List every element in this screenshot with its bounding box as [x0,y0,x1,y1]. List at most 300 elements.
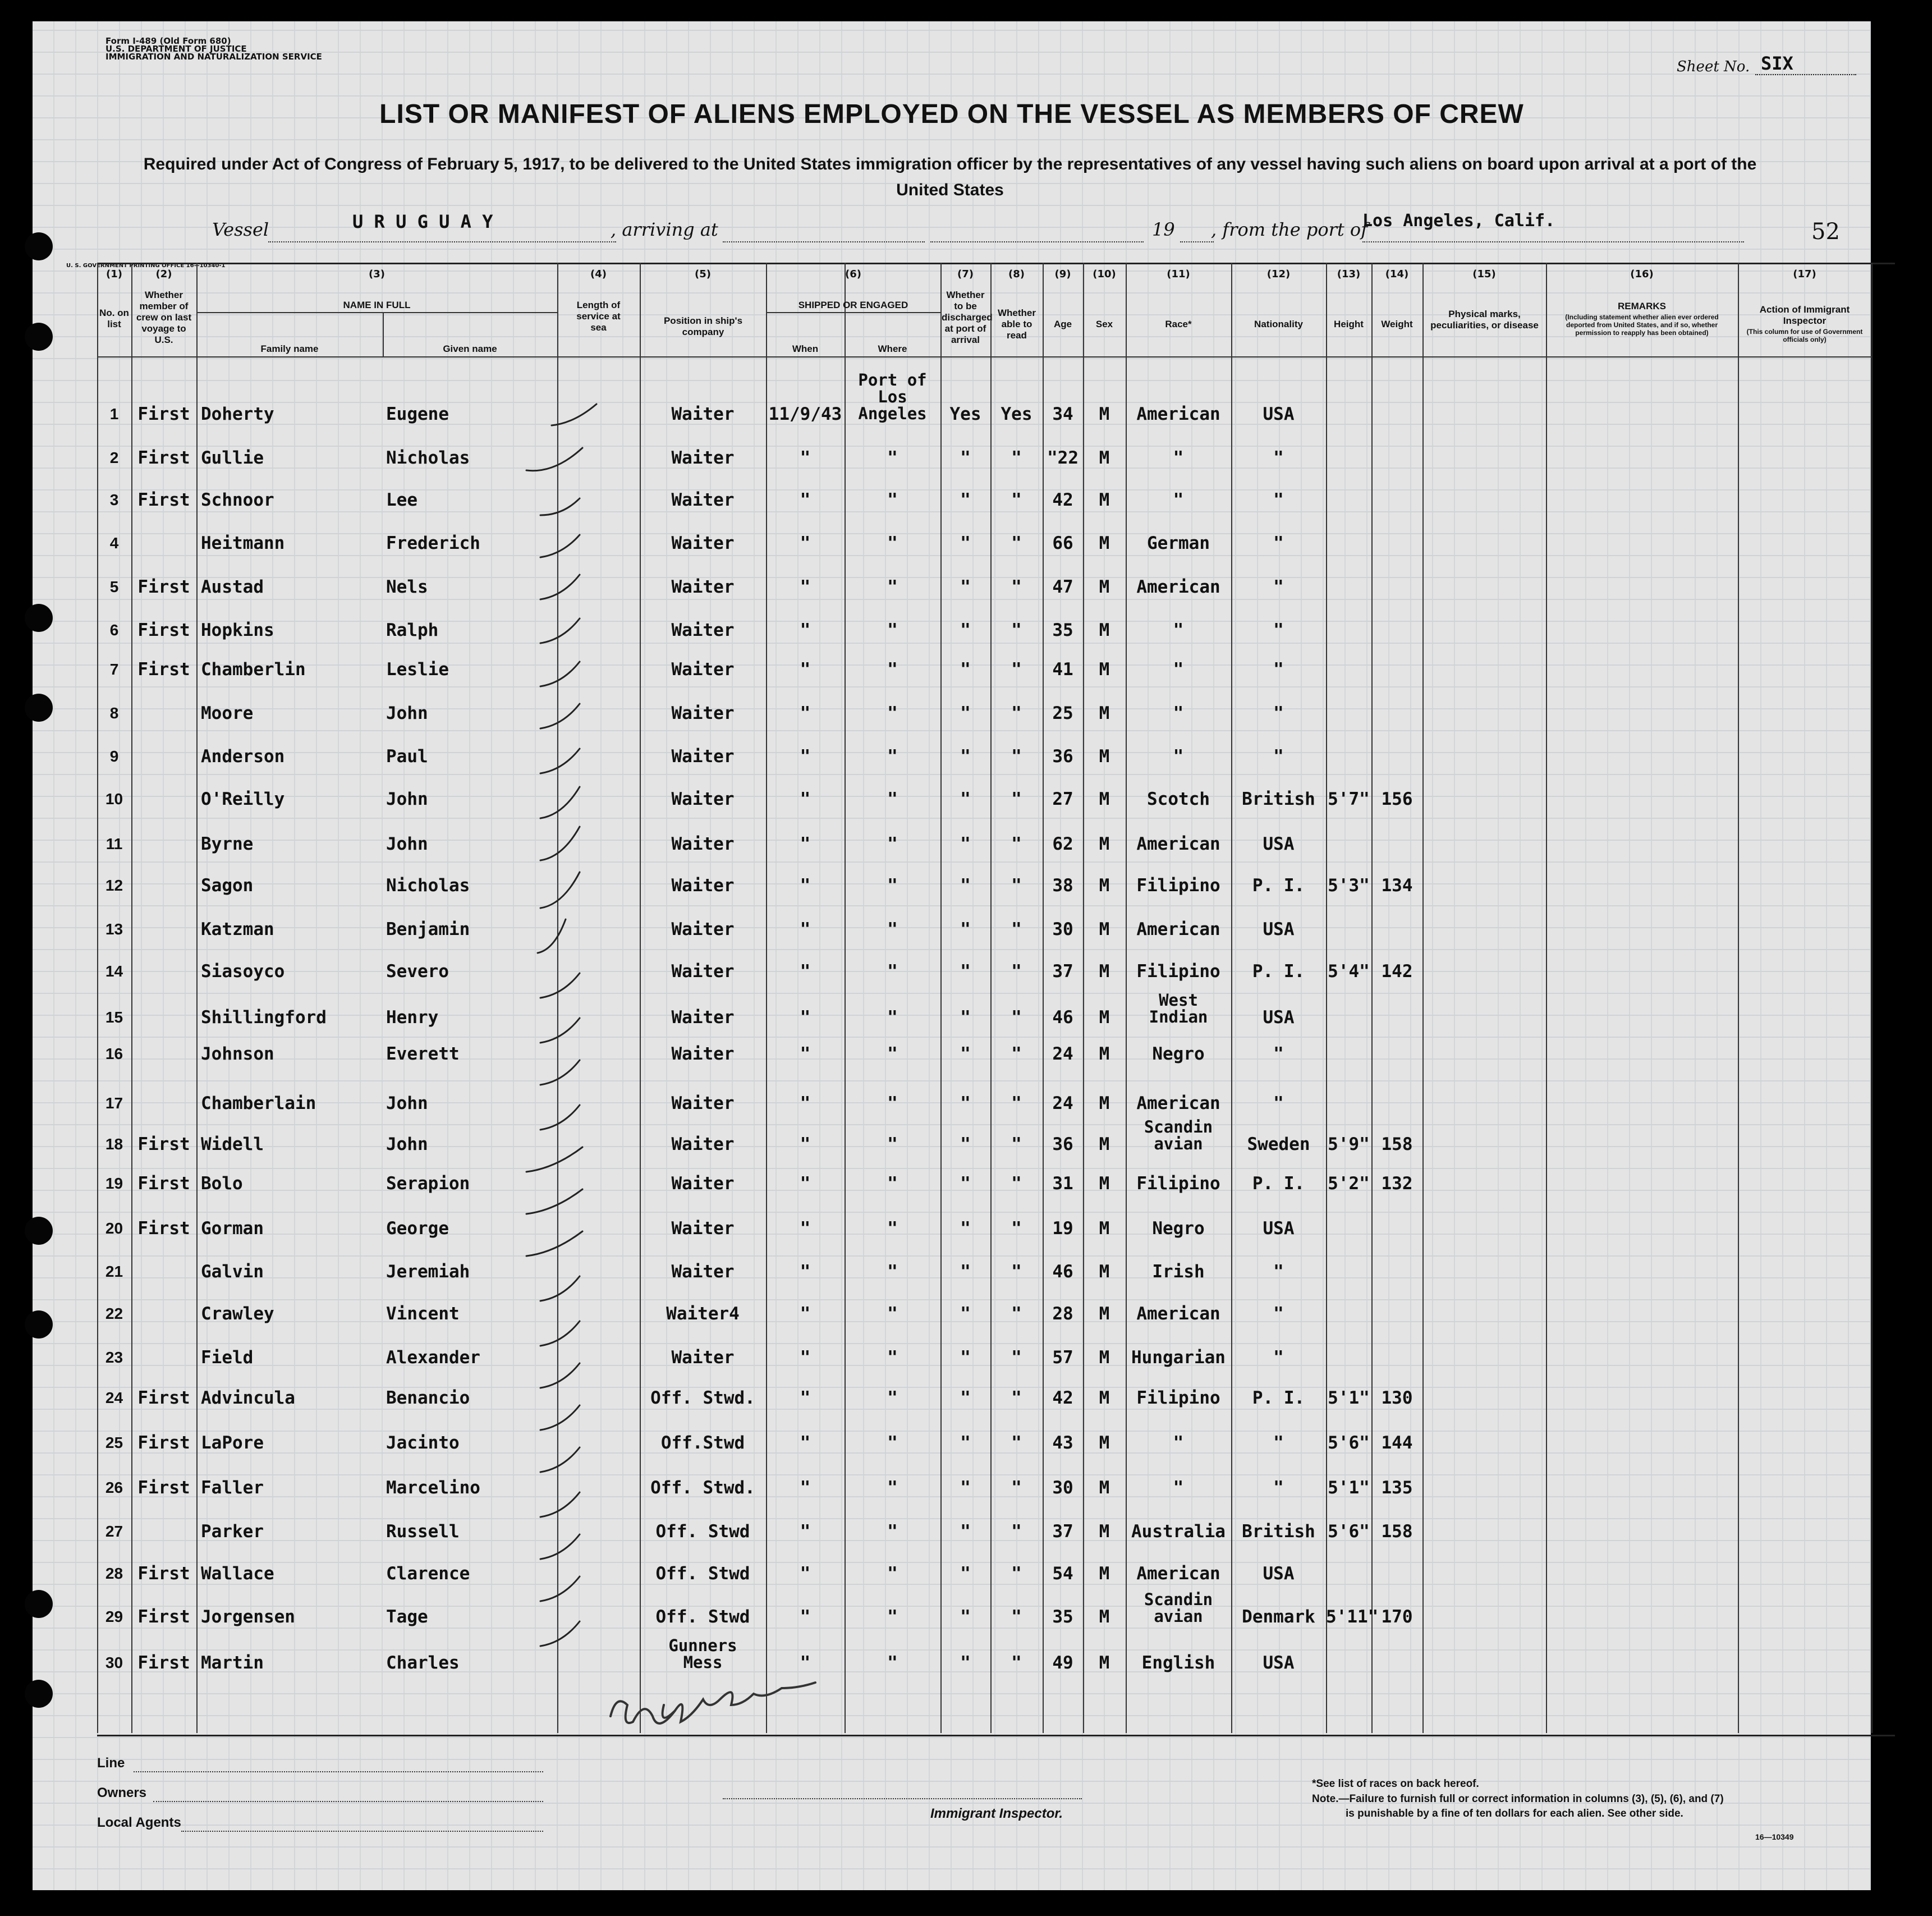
height: 5'7" [1328,789,1370,809]
family-name: Wallace [201,1564,274,1584]
given-name: Alexander [386,1347,480,1368]
inspector-label: Immigrant Inspector. [930,1806,1063,1821]
discharged: " [960,659,971,680]
discharged: " [960,1521,971,1542]
sex: M [1099,404,1110,424]
age: 49 [1052,1653,1073,1673]
checkmark [540,1363,580,1388]
manifest-page [33,21,1871,1890]
height: 5'1" [1328,1388,1370,1408]
able-to-read: " [1011,1262,1022,1282]
col-num: (6) [845,268,861,280]
given-name: John [386,703,428,723]
given-name: Nicholas [386,876,470,896]
family-name: Johnson [201,1044,274,1064]
shipped-when: " [800,1007,811,1028]
checkmark [540,1321,580,1346]
family-name: Hopkins [201,620,274,640]
given-name: Paul [386,746,428,767]
position: Off. Stwd [655,1564,750,1584]
header-discharged: Whether to be discharged at port of arrival [942,290,993,345]
family-name: Chamberlin [201,659,306,680]
checkmark [540,1018,580,1043]
able-to-read: " [1011,1134,1022,1154]
header-position: Position in ship's company [663,315,743,337]
gpo-imprint: U. S. GOVERNMENT PRINTING OFFICE 16—10340-1 [66,263,226,269]
shipped-where: " [887,1218,898,1239]
sex: M [1099,1304,1110,1324]
age: 35 [1052,620,1073,640]
column-rule [1871,263,1873,1733]
discharged: " [960,1607,971,1627]
position: Waiter [671,1007,735,1028]
position: Waiter [671,1093,735,1113]
nationality: USA [1263,1007,1295,1028]
height: 5'6" [1328,1433,1370,1453]
family-name: O'Reilly [201,789,285,809]
able-to-read: " [1011,1433,1022,1453]
col-num: (9) [1054,268,1071,280]
sex: M [1099,919,1110,939]
family-name: Sagon [201,876,254,896]
checkmark [540,618,580,643]
age: 42 [1052,1388,1073,1408]
family-name: Bolo [201,1174,243,1194]
weight: 156 [1381,789,1413,809]
position: Waiter [671,533,735,553]
height: 5'9" [1328,1134,1370,1154]
row-number: 7 [109,661,119,678]
age: 43 [1052,1433,1073,1453]
sex: M [1099,1093,1110,1113]
family-name: Crawley [201,1304,274,1324]
header-shipped-or-engaged: SHIPPED OR ENGAGED [798,300,908,310]
shipped-when: " [800,1607,811,1627]
able-to-read: " [1011,1478,1022,1498]
previous-voyage: First [137,1388,190,1408]
discharged: " [960,1653,971,1673]
shipped-when: " [800,1262,811,1282]
local-agents-line [181,1831,543,1832]
weight: 132 [1381,1174,1413,1194]
nationality: " [1273,490,1284,510]
checkmark [540,787,580,818]
shipped-where: " [887,448,898,468]
position: Waiter [671,1134,735,1154]
shipped-when: " [800,1653,811,1673]
nationality: USA [1263,1218,1295,1239]
nationality: USA [1263,404,1295,424]
height: 5'4" [1328,961,1370,982]
position: Waiter [671,1347,735,1368]
shipped-where: " [887,1044,898,1064]
year-label: 19 [1152,219,1175,240]
line-line [134,1771,543,1772]
sex: M [1099,1044,1110,1064]
position: Gunners Mess [668,1636,737,1672]
race: Irish [1152,1262,1205,1282]
sex: M [1099,490,1110,510]
header-inspector-note: (This column for use of Government officials only) [1746,328,1863,343]
discharged: " [960,1007,971,1028]
age: 28 [1052,1304,1073,1324]
previous-voyage: First [137,1564,190,1584]
weight: 135 [1381,1478,1413,1498]
able-to-read: " [1011,876,1022,896]
age: 62 [1052,834,1073,854]
able-to-read: " [1011,1007,1022,1028]
owners-line [153,1801,543,1802]
form-code: 16—10349 [1755,1832,1794,1841]
age: 30 [1052,1478,1073,1498]
row-number: 23 [105,1349,123,1366]
header-length-of-service: Length of service at sea [576,300,621,333]
row-number: 6 [109,621,119,639]
race: American [1136,1093,1220,1113]
sex: M [1099,703,1110,723]
family-name: Galvin [201,1262,264,1282]
position: Waiter [671,577,735,597]
family-name: Shillingford [201,1007,327,1028]
sex: M [1099,533,1110,553]
nationality: " [1273,703,1284,723]
weight: 142 [1381,961,1413,982]
page-title: LIST OR MANIFEST OF ALIENS EMPLOYED ON THE VESSEL AS MEMBERS OF CREW [379,99,1524,129]
age: 54 [1052,1564,1073,1584]
shipped-when: " [800,834,811,854]
col-num: (4) [590,268,607,280]
shipped-where: " [887,961,898,982]
shipped-when: " [800,703,811,723]
discharged: " [960,961,971,982]
checkmark [540,1576,580,1601]
given-name: John [386,1134,428,1154]
page-subtitle: Required under Act of Congress of February 5, 1917, to be delivered to the United States immigration officer by the representatives of any vessel having such aliens on board upon arrival at a port of the United States [143,155,1757,199]
age: 42 [1052,490,1073,510]
shipped-where: " [887,919,898,939]
shipped-where: " [887,834,898,854]
discharged: " [960,1262,971,1282]
height: 5'3" [1328,876,1370,896]
discharged: " [960,1388,971,1408]
header-nationality: Nationality [1254,319,1303,329]
family-name: Advincula [201,1388,295,1408]
family-name: Siasoyco [201,961,285,982]
given-name: Frederich [386,533,480,553]
penalty-note-cont: is punishable by a fine of ten dollars for each alien. See other side. [1346,1808,1683,1819]
inspector-signature [611,1683,815,1724]
race: American [1136,919,1220,939]
shipped-where: " [887,1433,898,1453]
checkmark [540,1447,580,1472]
sex: M [1099,1388,1110,1408]
given-name: Everett [386,1044,460,1064]
shipped-where: " [887,659,898,680]
able-to-read: " [1011,1388,1022,1408]
discharged: " [960,1093,971,1113]
able-to-read: " [1011,1564,1022,1584]
age: 24 [1052,1093,1073,1113]
position: Off. Stwd [655,1607,750,1627]
header-remarks-note: (Including statement whether alien ever ordered deported from United States, and if so, whether permission to reapply has been obtained) [1565,313,1719,337]
able-to-read: " [1011,1093,1022,1113]
age: 34 [1052,404,1073,424]
discharged: Yes [949,404,981,424]
previous-voyage: First [137,1433,190,1453]
col-num: (2) [155,268,172,280]
header-given-name: Given name [443,343,497,354]
nationality: " [1273,620,1284,640]
able-to-read: Yes [1001,404,1032,424]
shipped-when: " [800,919,811,939]
position: Waiter [671,659,735,680]
checkmark [540,535,580,557]
page-number: 52 [1811,219,1840,245]
age: 31 [1052,1174,1073,1194]
given-name: Severo [386,961,449,982]
col-num: (14) [1385,268,1409,280]
family-name: Chamberlain [201,1093,316,1113]
age: 36 [1052,746,1073,767]
row-number: 30 [105,1654,123,1671]
race: Negro [1152,1218,1205,1239]
position: Waiter [671,834,735,854]
discharged: " [960,834,971,854]
sex: M [1099,1607,1110,1627]
penalty-note: Note.—Failure to furnish full or correct information in columns (3), (5), (6), and (7) [1312,1793,1724,1805]
col-num: (5) [695,268,711,280]
given-name: Lee [386,490,417,510]
row-number: 17 [105,1094,123,1112]
nationality: USA [1263,1564,1295,1584]
nationality: Denmark [1242,1607,1315,1627]
position: Waiter [671,404,735,424]
position: Waiter [671,1044,735,1064]
vessel-name: U R U G U A Y [352,211,493,232]
header-name-in-full: NAME IN FULL [343,300,411,310]
previous-voyage: First [137,659,190,680]
row-number: 16 [105,1045,123,1062]
position: Waiter [671,1262,735,1282]
family-name: Faller [201,1478,264,1498]
family-name: LaPore [201,1433,264,1453]
able-to-read: " [1011,703,1022,723]
able-to-read: " [1011,620,1022,640]
family-name: Austad [201,577,264,597]
shipped-when: " [800,876,811,896]
position: Waiter4 [666,1304,740,1324]
position: Waiter [671,448,735,468]
shipped-where: " [887,533,898,553]
position: Waiter [671,876,735,896]
sex: M [1099,620,1110,640]
position: Waiter [671,919,735,939]
race: American [1136,1564,1220,1584]
shipped-when: " [800,577,811,597]
family-name: Katzman [201,919,274,939]
given-name: Vincent [386,1304,460,1324]
able-to-read: " [1011,1174,1022,1194]
age: "22 [1047,448,1079,468]
col-num: (17) [1793,268,1816,280]
given-name: Henry [386,1007,439,1028]
able-to-read: " [1011,834,1022,854]
given-name: Jeremiah [386,1262,470,1282]
header-inspector-action: Action of Immigrant Inspector [1759,304,1850,326]
weight: 134 [1381,876,1413,896]
shipped-when: " [800,620,811,640]
previous-voyage: First [137,1478,190,1498]
position: Waiter [671,1174,735,1194]
checkmark [540,1492,580,1517]
given-name: Nicholas [386,448,470,468]
shipped-where: " [887,1304,898,1324]
family-name: Heitmann [201,533,285,553]
row-number: 27 [105,1523,123,1540]
header-height: Height [1334,319,1364,329]
sex: M [1099,659,1110,680]
race: Australia [1131,1521,1226,1542]
row-number: 3 [109,491,119,508]
given-name: Benjamin [386,919,470,939]
family-name: Martin [201,1653,264,1673]
shipped-where: " [887,1388,898,1408]
able-to-read: " [1011,1653,1022,1673]
given-name: John [386,789,428,809]
weight: 130 [1381,1388,1413,1408]
sheet-number: SIX [1761,53,1793,74]
shipped-when: " [800,789,811,809]
race: American [1136,834,1220,854]
age: 30 [1052,919,1073,939]
race: Filipino [1136,1174,1220,1194]
shipped-where: " [887,789,898,809]
col-num: (3) [369,268,385,280]
age: 19 [1052,1218,1073,1239]
given-name: Charles [386,1653,460,1673]
row-number: 14 [105,962,123,980]
shipped-where: " [887,746,898,767]
row-number: 8 [109,704,119,722]
row-number: 15 [105,1009,123,1026]
sex: M [1099,1433,1110,1453]
checkmark [526,1231,582,1256]
row-number: 13 [105,920,123,938]
row-number: 2 [109,449,119,466]
age: 27 [1052,789,1073,809]
given-name: Benancio [386,1388,470,1408]
race: " [1173,1433,1184,1453]
race: American [1136,404,1220,424]
checkmark [540,749,580,773]
shipped-where: " [887,1134,898,1154]
race: American [1136,1304,1220,1324]
discharged: " [960,490,971,510]
family-name: Gorman [201,1218,264,1239]
from-port-label: , from the port of [1211,219,1368,240]
family-name: Widell [201,1134,264,1154]
nationality: " [1273,1478,1284,1498]
row-number: 28 [105,1565,123,1582]
sex: M [1099,448,1110,468]
discharged: " [960,533,971,553]
header-remarks: REMARKS [1618,301,1666,311]
checkmark [552,404,596,425]
sex: M [1099,1007,1110,1028]
discharged: " [960,1564,971,1584]
race: Filipino [1136,876,1220,896]
given-name: Eugene [386,404,449,424]
family-name: Doherty [201,404,274,424]
age: 47 [1052,577,1073,597]
line-label: Line [97,1755,125,1771]
sheet-label: Sheet No. [1677,58,1750,75]
sex: M [1099,1653,1110,1673]
shipped-when: " [800,1388,811,1408]
row-number: 25 [105,1434,123,1451]
sex: M [1099,1218,1110,1239]
row-number: 26 [105,1479,123,1496]
able-to-read: " [1011,577,1022,597]
race: Scotch [1147,789,1210,809]
races-note: *See list of races on back hereof. [1312,1778,1479,1790]
shipped-where: " [887,1093,898,1113]
able-to-read: " [1011,1304,1022,1324]
given-name: Leslie [386,659,449,680]
inspector-line [723,1798,1082,1799]
nationality: " [1273,577,1284,597]
shipped-where: " [887,620,898,640]
discharged: " [960,1433,971,1453]
shipped-where: " [887,1007,898,1028]
race: English [1141,1653,1215,1673]
shipped-where: " [887,577,898,597]
position: Off. Stwd. [650,1388,755,1408]
position: Off. Stwd. [650,1478,755,1498]
sex: M [1099,746,1110,767]
given-name: Tage [386,1607,428,1627]
checkmark [526,448,582,471]
discharged: " [960,1478,971,1498]
race: West Indian [1149,991,1208,1026]
position: Waiter [671,961,735,982]
row-number: 19 [105,1175,123,1192]
shipped-where: " [887,1521,898,1542]
previous-voyage: First [137,1653,190,1673]
col-num: (12) [1266,268,1291,280]
weight: 170 [1381,1607,1413,1627]
family-name: Jorgensen [201,1607,295,1627]
nationality: P. I. [1252,961,1305,982]
able-to-read: " [1011,789,1022,809]
able-to-read: " [1011,659,1022,680]
discharged: " [960,876,971,896]
nationality: P. I. [1252,1174,1305,1194]
sex: M [1099,1521,1110,1542]
family-name: Anderson [201,746,285,767]
age: 36 [1052,1134,1073,1154]
checkmark [540,1105,580,1130]
race: " [1173,703,1184,723]
row-number: 9 [109,748,119,765]
position: Waiter [671,789,735,809]
checkmark [540,498,580,515]
header-able-to-read: Whether able to read [998,308,1036,341]
header-weight: Weight [1381,319,1413,329]
family-name: Schnoor [201,490,274,510]
shipped-when: " [800,1174,811,1194]
header-where: Where [878,343,907,354]
